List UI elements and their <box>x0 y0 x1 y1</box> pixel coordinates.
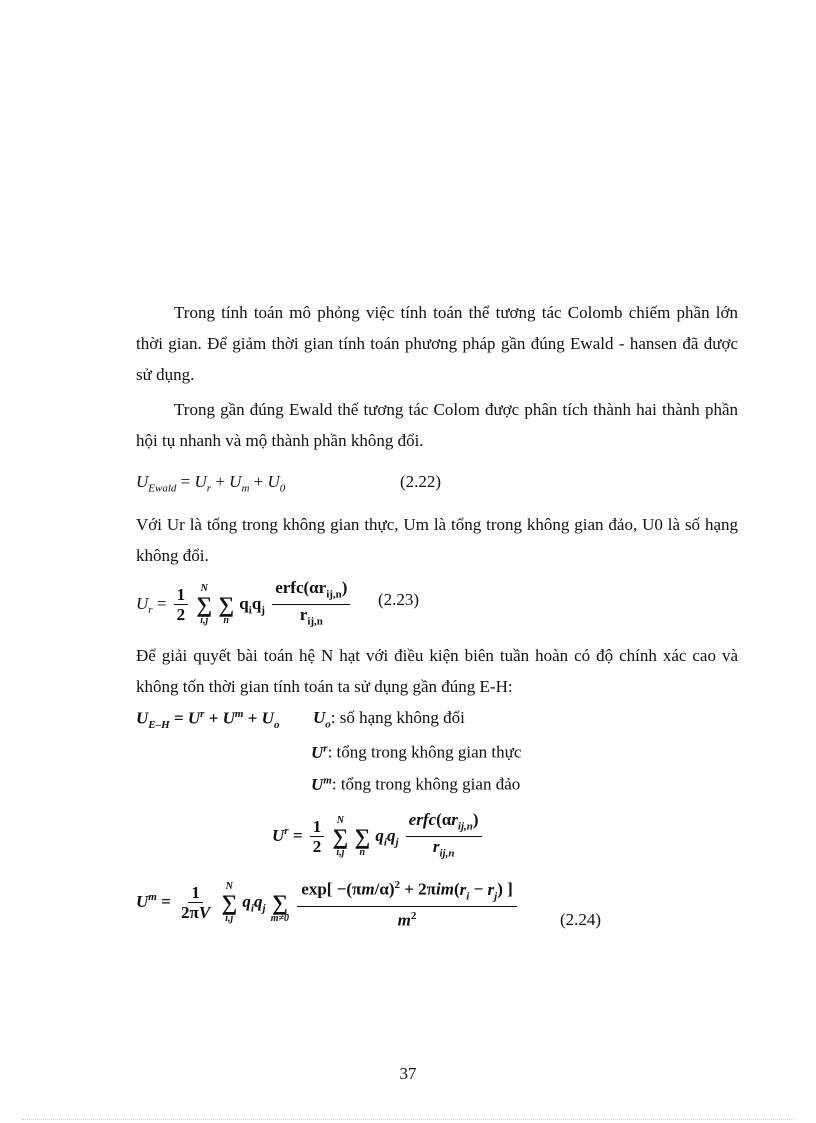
equation-2-24: $U^m$ = $\frac{1}{2\pi V}$ N ∑ i,j $q_iq_j$ ∑ m≠0 $\frac{\exp[ -(\pi m/\alpha)^2 + 2\pi im(r_i - r_j) ]}{m^2}$ <box>136 876 520 930</box>
paragraph-2: Trong gần đúng Ewald thế tương tác Colom được phân tích thành hai thành phần hội tụ nhanh và mộ thành phần không đổi. <box>136 400 738 450</box>
paragraph-1: Trong tính toán mô phỏng việc tính toán thể tương tác Colomb chiếm phần lớn thời gian. Để giảm thời gian tính toán phương pháp gần đúng Ewald - hansen đã được sử dụng. <box>136 303 738 384</box>
equation-ur: $U^r$ = $\frac{1}{2}$ N ∑ i,j ∑ n $q_iq_j$ $\frac{erfc(\alpha r_{ij,n})}{r_{ij,n}}$ <box>272 810 485 864</box>
equation-number-2-24: (2.24) <box>560 910 602 929</box>
paragraph-3: Với Ur là tổng trong không gian thực, Um là tổng trong không gian đảo, U0 là số hạng không đổi. <box>136 515 738 565</box>
equation-e-h: $U_{E-H} = U^r + U^m + U_o$ <box>136 708 280 732</box>
equation-2-22: $U_{Ewald} = U_r + U_m + U_0$ <box>136 472 286 495</box>
equation-2-23: $U_r$ = $\frac{1}{2}$ N ∑ i,j ∑ n $q_iq_j$ $\frac{erfc(\alpha r_{ij,n})}{r_{ij,n}}$ <box>136 578 353 632</box>
definition-u0: $U_o$: số hạng không đổi <box>313 708 465 731</box>
page-number: 37 <box>399 1064 417 1083</box>
page-edge-divider <box>22 1119 794 1120</box>
definition-ur: $U^r$: tổng trong không gian thực <box>311 742 522 762</box>
equation-number-2-23: (2.23) <box>378 590 420 609</box>
equation-number-2-22: (2.22) <box>400 472 442 491</box>
definition-um: $U^m$: tổng trong không gian đảo <box>311 774 521 794</box>
paragraph-4: Để giải quyết bài toán hệ N hạt với điều kiện biên tuần hoàn có độ chính xác cao và không tốn thời gian tính toán ta sử dụng gần đúng E-H: <box>136 646 738 696</box>
